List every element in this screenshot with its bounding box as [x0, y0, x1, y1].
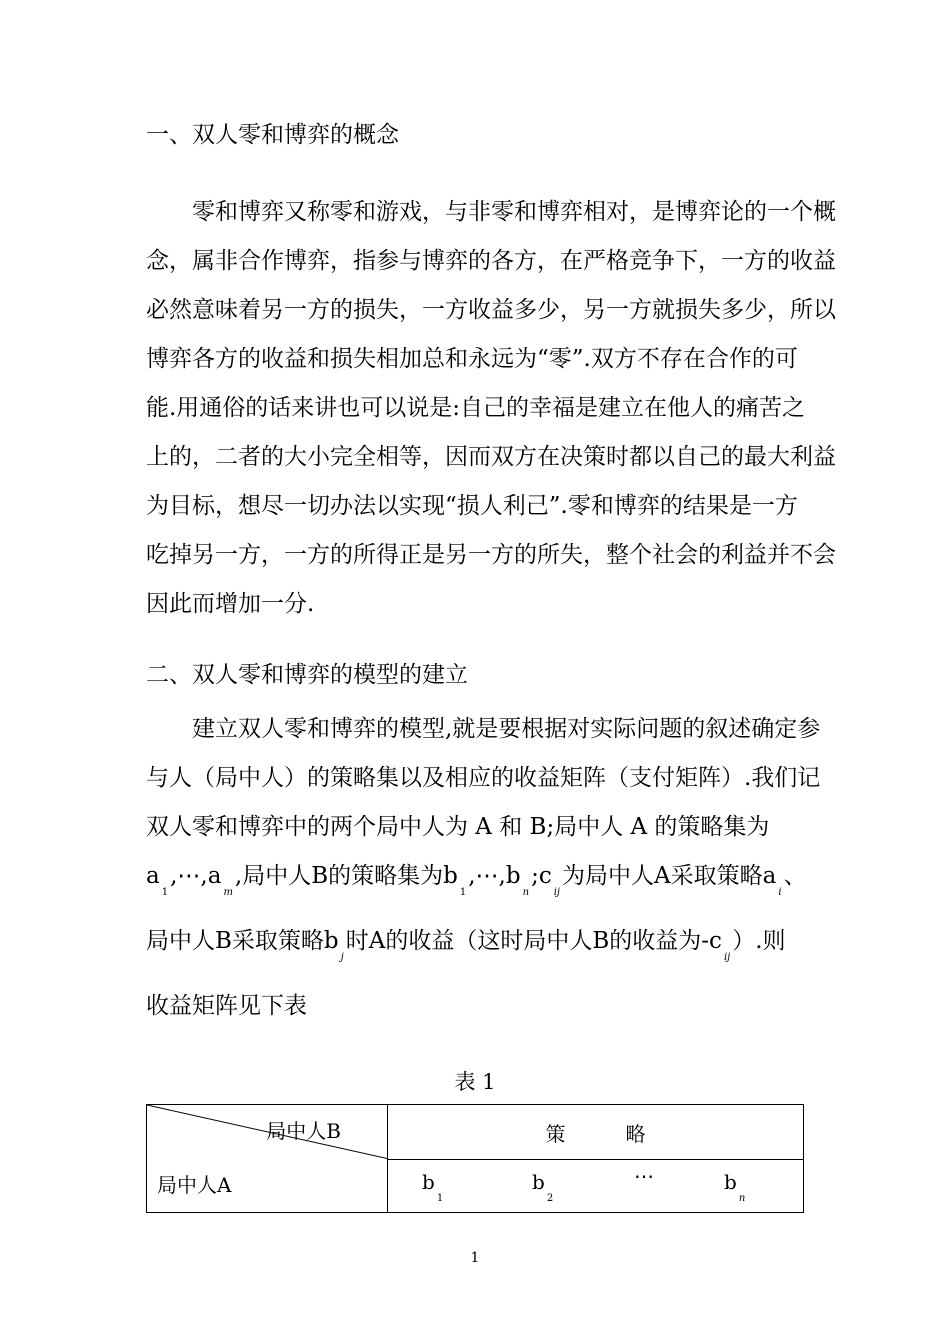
section1-heading: 一、双人零和博弈的概念	[146, 122, 399, 148]
paragraph-line: 吃掉另一方，一方的所得正是另一方的所失，整个社会的利益并不会	[146, 542, 836, 568]
section2-heading: 二、双人零和博弈的模型的建立	[146, 662, 468, 688]
paragraph-line: 零和博弈又称零和游戏，与非零和博弈相对，是博弈论的一个概	[192, 199, 836, 225]
paragraph-line: 能.用通俗的话来讲也可以说是:自己的幸福是建立在他人的痛苦之	[146, 395, 806, 421]
payoff-matrix-table	[146, 1104, 804, 1213]
column-ellipsis: ⋯	[634, 1164, 654, 1188]
page-number: 1	[470, 1250, 480, 1266]
paragraph-line: 必然意味着另一方的损失，一方收益多少，另一方就损失多少，所以	[146, 297, 836, 323]
column-bn: $b_n$	[724, 1170, 746, 1204]
paragraph-line: 因此而增加一分.	[146, 591, 315, 617]
paragraph-line: 念，属非合作博弈，指参与博弈的各方，在严格竞争下，一方的收益	[146, 248, 836, 274]
paragraph-line-payoff-definition: 局中人B采取策略$b_j$时A的收益（这时局中人B的收益为$-c_{ij}$）.则	[146, 928, 786, 963]
paragraph-line: 双人零和博弈中的两个局中人为 A 和 B;局中人 A 的策略集为	[146, 814, 770, 840]
section2-paragraph	[146, 705, 821, 1031]
strategy-header: 策略	[388, 1105, 804, 1160]
player-b-label: 局中人B	[266, 1119, 341, 1143]
strategy-columns-row	[388, 1160, 804, 1213]
paragraph-line: 上的，二者的大小完全相等，因而双方在决策时都以自己的最大利益	[146, 444, 836, 470]
section1-paragraph	[146, 188, 836, 629]
table-caption: 表 1	[454, 1070, 496, 1094]
paragraph-line: 与人（局中人）的策略集以及相应的收益矩阵（支付矩阵）.我们记	[146, 765, 821, 791]
table-corner-cell	[147, 1105, 388, 1213]
column-b1: $b_1$	[422, 1170, 444, 1204]
player-a-label: 局中人A	[157, 1173, 232, 1197]
column-b2: $b_2$	[532, 1170, 554, 1204]
paragraph-line: 收益矩阵见下表	[146, 993, 307, 1019]
paragraph-line: 为目标，想尽一切办法以实现“损人利己”.零和博弈的结果是一方	[146, 493, 798, 519]
paragraph-line: 博弈各方的收益和损失相加总和永远为“零”.双方不存在合作的可	[146, 346, 798, 372]
paragraph-line: 建立双人零和博弈的模型,就是要根据对实际问题的叙述确定参	[192, 716, 821, 742]
paragraph-line-strategy-sets: $a_1,\cdots,a_m$,局中人B的策略集为$b_1,\cdots,b_n;c_{ij}$为局中人A采取策略$a_i$、	[146, 863, 807, 898]
